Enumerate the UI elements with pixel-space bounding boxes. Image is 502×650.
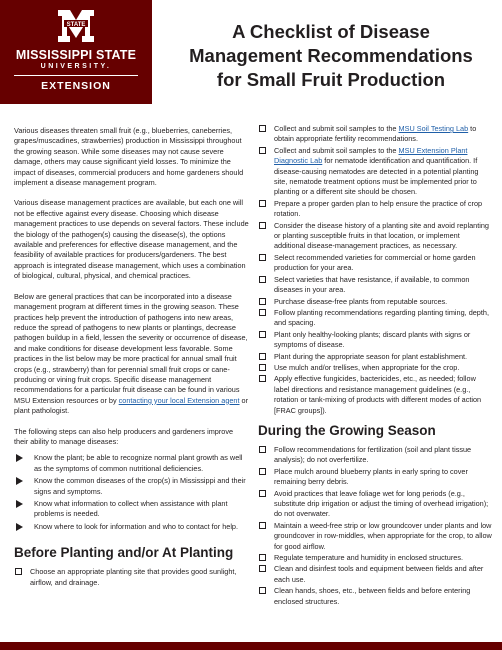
checkbox[interactable]	[259, 468, 266, 475]
checklist-item-text: Prepare a proper garden plan to help ensure the practice of crop rotation.	[274, 198, 483, 219]
step-text: Know the common diseases of the crop(s) in Mississippi and their signs and symptoms.	[34, 476, 246, 496]
checkbox[interactable]	[259, 353, 266, 360]
right-column	[258, 124, 492, 608]
checklist-item	[258, 363, 492, 373]
checklist-item-text: Plant only healthy-looking plants; discard plants with signs or symptoms of disease.	[274, 329, 471, 350]
checklist-item	[258, 374, 492, 416]
checkbox[interactable]	[259, 375, 266, 382]
checklist-item	[258, 445, 492, 466]
checklist-item	[258, 467, 492, 488]
checkbox[interactable]	[259, 147, 266, 154]
checkbox[interactable]	[259, 490, 266, 497]
checklist-item	[14, 567, 249, 588]
checklist-item-text: Choose an appropriate planting site that provides good sunlight, airflow, and drainage.	[30, 567, 237, 587]
plant-diagnostic-lab-link[interactable]: MSU Extension Plant Diagnostic Lab	[274, 145, 468, 166]
checklist-item-text: Purchase disease-free plants from reputable sources.	[274, 296, 448, 306]
checklist-item-text: Regulate temperature and humidity in enclosed structures.	[274, 553, 464, 563]
checklist-item-text: Maintain a weed-free strip or low groundcover under plants and low groundcover in row-middles, when appropriate for the crop, to allow for good airflow.	[274, 520, 492, 551]
checkbox[interactable]	[259, 309, 266, 316]
checklist-item	[258, 586, 492, 607]
intro-paragraph-3-tail: or plant pathologist.	[14, 395, 249, 416]
steps-list	[14, 453, 249, 532]
logo-mark-text: STATE	[66, 22, 86, 28]
checklist-item-text-tail: for nematode identification and quantification. If disease-causing nematodes are detected in a potential planting site, nematode treatment options must be implemented prior to planting or a different site should be chosen.	[274, 156, 479, 197]
checklist-item-text: Collect and submit soil samples to the	[274, 145, 399, 155]
checklist-item-text: Use mulch and/or trellises, when appropriate for the crop.	[274, 362, 460, 372]
checkbox[interactable]	[259, 254, 266, 261]
checklist-item-text: Clean hands, shoes, etc., between fields and before entering enclosed structures.	[274, 586, 471, 606]
checklist-item	[258, 297, 492, 307]
checklist-item-text: Select recommended varieties for commercial or home garden production for your area.	[274, 252, 476, 273]
footer-bar	[0, 642, 502, 650]
checklist-item-text: Collect and submit soil samples to the	[274, 124, 399, 133]
intro-paragraph-3	[14, 292, 249, 417]
logo-line-university-name: MISSISSIPPI STATE	[15, 48, 137, 62]
intro-paragraph-2: Various disease management practices are available, but each one will not be effective against every disease. Choosing which disease management practices to use depends on several factors. These include the biology of the pathogen(s) causing the disease(s), the options available and preferences for effective disease management, and the feasibility of available practices for producers/gardeners. The best approach is integrated disease management, which uses a combination of biological, cultural, physical, and chemical practices.	[14, 198, 249, 281]
before-planting-checklist-continued	[258, 124, 492, 416]
checkbox[interactable]	[259, 276, 266, 283]
checklist-item	[258, 521, 492, 552]
checkbox[interactable]	[259, 331, 266, 338]
checklist-item	[258, 308, 492, 329]
checklist-item-text: Plant during the appropriate season for plant establishment.	[274, 351, 468, 361]
arrow-bullet-icon	[16, 454, 23, 462]
list-item	[14, 476, 249, 497]
checklist-item-text: Clean and disinfest tools and equipment between fields and after each use.	[274, 564, 484, 584]
checklist-item	[258, 199, 492, 220]
title-line-2: Management Recommendations	[189, 45, 473, 66]
title-line-1: A Checklist of Disease	[232, 21, 430, 42]
msu-extension-logo	[0, 0, 152, 104]
checklist-item-text: Place mulch around blueberry plants in early spring to cover remaining berry debris.	[274, 466, 468, 487]
logo-line-university: UNIVERSITY.	[40, 63, 112, 70]
page-title	[170, 20, 492, 92]
list-item	[14, 522, 249, 532]
checkbox[interactable]	[259, 446, 266, 453]
checklist-item	[258, 221, 492, 252]
list-item	[14, 453, 249, 474]
checklist-item	[258, 352, 492, 362]
checkbox[interactable]	[259, 125, 266, 132]
checkbox[interactable]	[259, 587, 266, 594]
checklist-item	[258, 330, 492, 351]
checklist-item-text-tail: to obtain appropriate fertility recommendations.	[274, 124, 477, 144]
checklist-item-text: Select varieties that have resistance, if available, to common diseases in your area.	[274, 274, 470, 295]
checklist-item-text: Follow recommendations for fertilization (soil and plant tissue analysis); do not overfertilize.	[274, 444, 472, 465]
header	[0, 0, 502, 112]
section-heading-growing-season: During the Growing Season	[258, 422, 436, 438]
checkbox[interactable]	[259, 222, 266, 229]
checklist-item	[258, 275, 492, 296]
checklist-item	[258, 564, 492, 585]
checkbox[interactable]	[259, 565, 266, 572]
checkbox[interactable]	[259, 522, 266, 529]
soil-testing-lab-link[interactable]: MSU Soil Testing Lab	[398, 124, 469, 133]
arrow-bullet-icon	[16, 477, 23, 485]
checkbox[interactable]	[259, 200, 266, 207]
intro-paragraph-1: Various diseases threaten small fruit (e.g., blueberries, caneberries, grapes/muscadines, strawberries) production in Mississippi throughout the growing season. While some diseases may not cause severe damage, others may cause significant yield losses. To minimize the impact of diseases, commercial producers and home gardeners should implement a disease management program.	[14, 126, 244, 188]
checkbox[interactable]	[15, 568, 22, 575]
extension-agent-link[interactable]: contacting your local Extension agent	[118, 395, 240, 405]
step-text: Know what information to collect when assistance with plant problems is needed.	[34, 499, 228, 519]
checklist-item	[258, 253, 492, 274]
checklist-item	[258, 146, 492, 198]
checklist-item	[258, 124, 492, 145]
step-text: Know where to look for information and who to contact for help.	[34, 521, 239, 531]
checkbox[interactable]	[259, 364, 266, 371]
checklist-item	[258, 553, 492, 563]
checklist-item-text: Avoid practices that leave foliage wet for long periods (e.g., substitute drip irrigation or adjust the timing of overhead irrigation); do not overwater.	[274, 488, 489, 519]
arrow-bullet-icon	[16, 500, 23, 508]
logo-line-extension: EXTENSION	[41, 80, 111, 92]
before-planting-checklist	[14, 567, 249, 588]
arrow-bullet-icon	[16, 523, 23, 531]
step-text: Know the plant; be able to recognize normal plant growth as well as the symptoms of common nutritional deficiencies.	[34, 453, 243, 473]
growing-season-checklist	[258, 445, 492, 607]
checkbox[interactable]	[259, 554, 266, 561]
list-item	[14, 499, 249, 520]
checklist-item	[258, 489, 492, 520]
checkbox[interactable]	[259, 298, 266, 305]
checklist-item-text: Follow planting recommendations regarding planting timing, depth, and spacing.	[274, 307, 489, 328]
intro-paragraph-3-text: Below are general practices that can be incorporated into a disease management program at different times in the growing season. These practices help prevent the introduction of pathogens into new areas, reduce the spread of pathogens to new plants or plantings, decrease pathogen buildup in a field, lessen the severity or occurrence of disease, and make conditions for disease development less favorable. Some practices in the list below may be more practical for annual small fruit crops (e.g., strawberry) than for perennial small fruit crops or cane-producing or vining fruit crops. Specific disease management recommendations for a particular fruit disease can be found in various MSU Extension resources or by	[14, 291, 248, 405]
section-heading-before-planting: Before Planting and/or At Planting	[14, 545, 234, 561]
msu-m-logo-icon	[56, 8, 96, 44]
checklist-item-text: Apply effective fungicides, bactericides, etc., as needed; follow label directions and resistance management guidelines (e.g., rotation or tank-mixing of products with different modes of action [FRAC groups]).	[274, 374, 482, 415]
intro-paragraph-4: The following steps can also help producers and gardeners improve their ability to manage diseases:	[14, 426, 234, 446]
left-column	[14, 126, 249, 589]
title-line-3: for Small Fruit Production	[216, 69, 446, 90]
logo-divider	[14, 75, 138, 76]
checklist-item-text: Consider the disease history of a planting site and avoid replanting or planting susceptible fruits in that location, or implement additional disease-management practices, as necessary.	[274, 220, 489, 251]
